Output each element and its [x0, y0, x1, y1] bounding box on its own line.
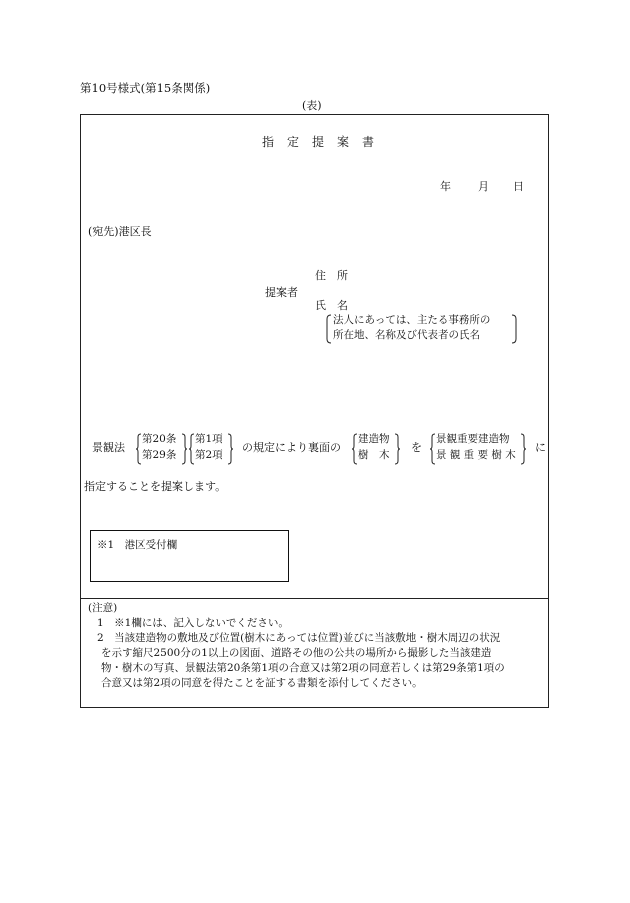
law-name: 景観法 [92, 441, 125, 454]
target-landscape-building: 景観重要建造物 [436, 433, 510, 445]
form-number: 第10号様式(第15条関係) [80, 81, 211, 95]
para-1: 第1項 [195, 433, 223, 445]
corp-note-line1: 法人にあっては、主たる事務所の [333, 314, 491, 326]
article-29: 第29条 [142, 449, 177, 461]
proposer-label: 提案者 [265, 286, 298, 299]
target-right-brace [520, 433, 526, 465]
title-char: 指 [262, 135, 275, 149]
notes-heading: (注意) [88, 602, 118, 614]
note-2-line2: を示す縮尺2500分の1以上の図面、道路その他の公共の場所から撮影した当該建造 [101, 647, 492, 659]
note-2-line1: 2 当該建造物の敷地及び位置(樹木にあっては位置)並びに当該敷地・樹木周辺の状況 [97, 632, 501, 644]
notes-divider [80, 598, 549, 599]
object-tree: 樹 木 [358, 449, 390, 461]
address-label: 住 所 [315, 269, 348, 282]
title-char: 案 [337, 135, 350, 149]
target-landscape-tree: 景 観 重 要 樹 木 [436, 449, 516, 461]
name-label: 氏 名 [315, 299, 348, 312]
title-char: 書 [362, 135, 375, 149]
addressee: (宛先)港区長 [88, 225, 152, 238]
date-day: 日 [513, 180, 524, 193]
corp-note-left-bracket [326, 314, 332, 344]
side-label: (表) [302, 99, 322, 112]
para-2: 第2項 [195, 449, 223, 461]
object-right-brace [394, 433, 400, 465]
corp-note-right-bracket [511, 314, 517, 344]
note-2-line4: 合意又は第2項の同意を得たことを証する書類を添付してください。 [101, 677, 423, 689]
particle-ni: に [535, 441, 546, 454]
corp-note-line2: 所在地、名称及び代表者の氏名 [333, 329, 480, 341]
closing-sentence: 指定することを提案します。 [84, 480, 227, 493]
title-char: 定 [287, 135, 300, 149]
reception-box [90, 530, 289, 582]
note-1: 1 ※1欄には、記入しないでください。 [97, 617, 289, 629]
note-2-line3: 物・樹木の写真、景観法第20条第1項の合意又は第2項の同意若しくは第29条第1項の [101, 662, 505, 674]
date-month: 月 [478, 180, 489, 193]
object-building: 建造物 [358, 433, 390, 445]
article-20: 第20条 [142, 433, 177, 445]
particle-wo: を [411, 441, 422, 454]
para-right-brace [227, 433, 233, 465]
article-right-brace [181, 433, 187, 465]
mid-text: の規定により裏面の [242, 441, 341, 454]
date-year: 年 [440, 180, 451, 193]
reception-label: ※1 港区受付欄 [97, 539, 178, 551]
title-char: 提 [312, 135, 325, 149]
